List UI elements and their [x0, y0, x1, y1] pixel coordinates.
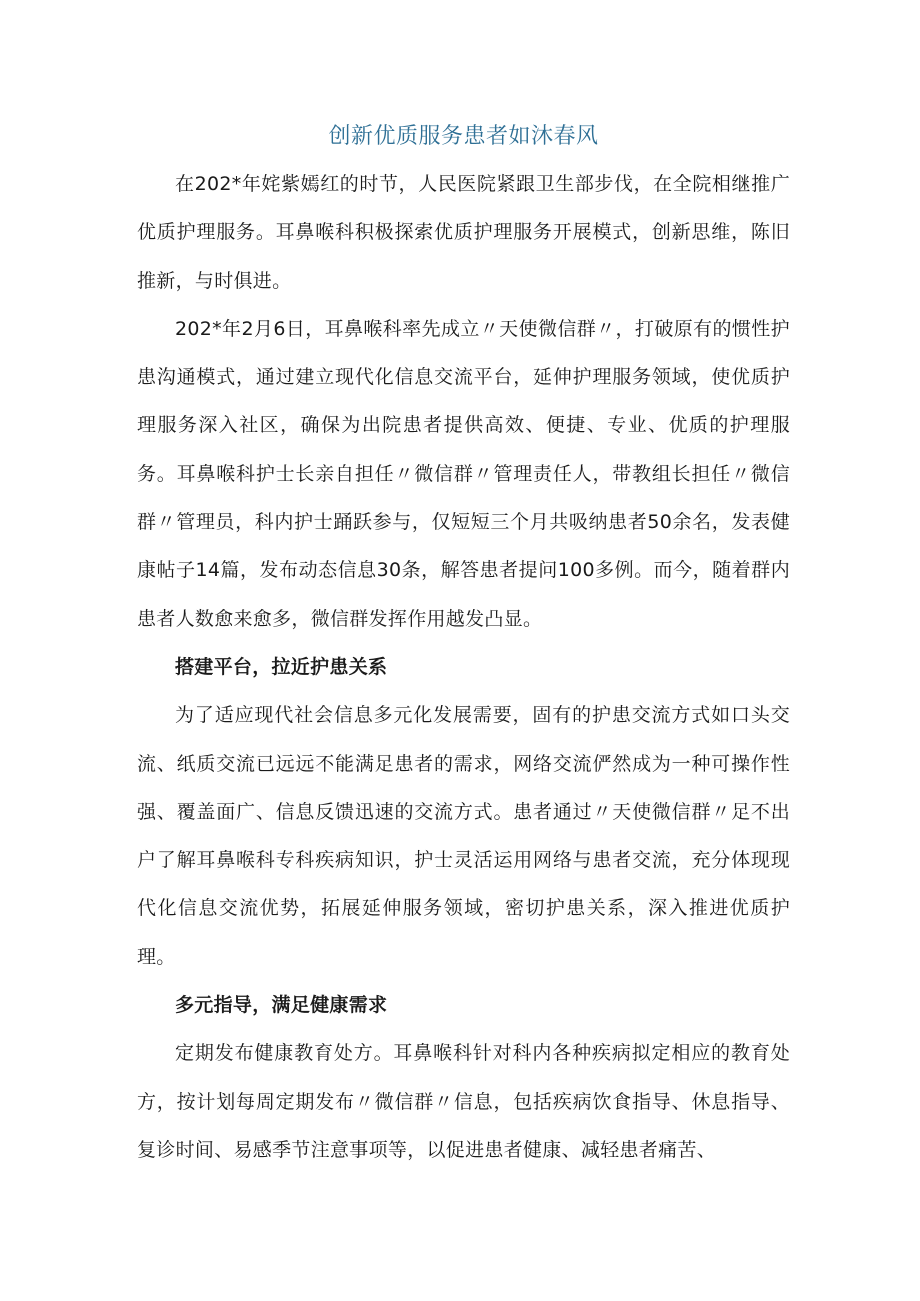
- paragraph-guidance: 定期发布健康教育处方。耳鼻喉科针对科内各种疾病拟定相应的教育处方，按计划每周定期发布〃微信群〃信息，包括疾病饮食指导、休息指导、复诊时间、易感季节注意事项等，以促进患者健康、减轻患者痛苦、: [137, 1042, 790, 1161]
- document-title: 创新优质服务患者如沐春风: [328, 124, 599, 149]
- paragraph-wechat-group: 202*年2月6日，耳鼻喉科率先成立〃天使微信群〃，打破原有的惯性护患沟通模式，通过建立现代化信息交流平台，延伸护理服务领域，使优质护理服务深入社区，确保为出院患者提供高效、便捷、专业、优质的护理服务。耳鼻喉科护士长亲自担任〃微信群〃管理责任人，带教组长担任〃微信群〃管理员，科内护士踊跃参与，仅短短三个月共吸纳患者50余名，发表健康帖子14篇，发布动态信息30条，解答患者提问100多例。而今，随着群内患者人数愈来愈多，微信群发挥作用越发凸显。: [137, 317, 790, 630]
- section-heading-guidance: 多元指导，满足健康需求: [175, 994, 388, 1017]
- section-heading-platform: 搭建平台，拉近护患关系: [175, 655, 388, 678]
- paragraph-intro: 在202*年姹紫嫣红的时节，人民医院紧跟卫生部步伐，在全院相继推广优质护理服务。耳鼻喉科积极探索优质护理服务开展模式，创新思维，陈旧推新，与时俱进。: [137, 173, 790, 292]
- paragraph-platform: 为了适应现代社会信息多元化发展需要，固有的护患交流方式如口头交流、纸质交流已远远不能满足患者的需求，网络交流俨然成为一种可操作性强、覆盖面广、信息反馈迅速的交流方式。患者通过〃天使微信群〃足不出户了解耳鼻喉科专科疾病知识，护士灵活运用网络与患者交流，充分体现现代化信息交流优势，拓展延伸服务领域，密切护患关系，深入推进优质护理。: [137, 704, 790, 968]
